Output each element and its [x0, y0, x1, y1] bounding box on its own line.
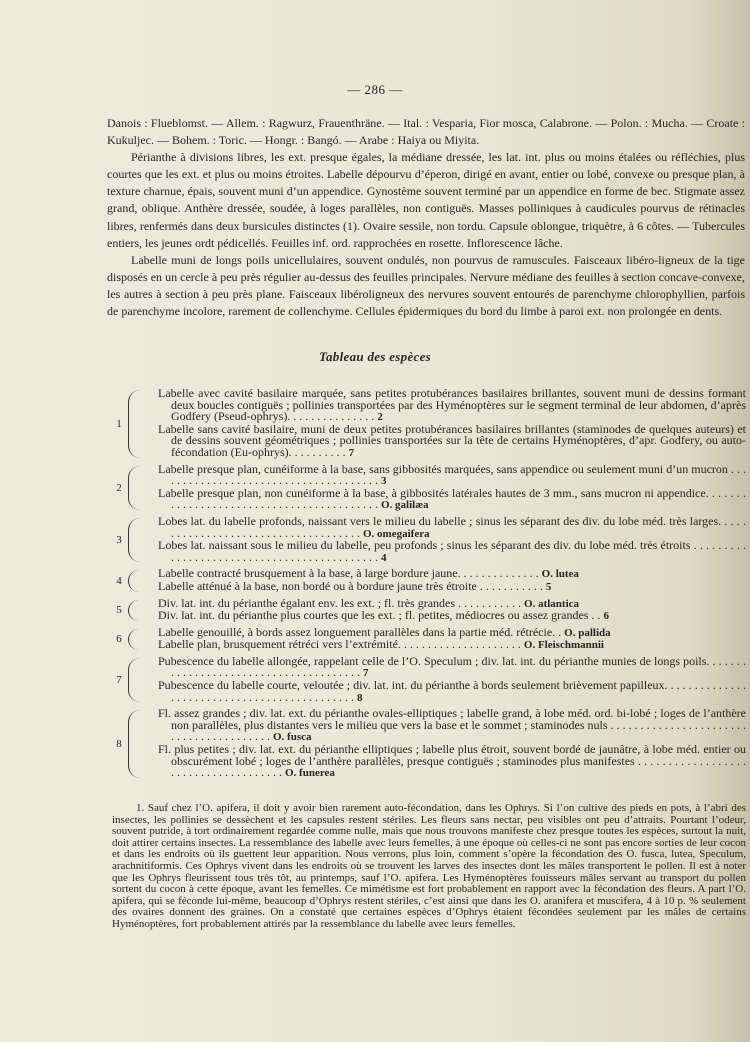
key-lead: [158, 421, 746, 460]
anatomy-paragraph: Labelle muni de longs poils unicellulaires, souvent ondulés, non pourvus de ramuscules. Faisceaux libéro-ligneux de la tige disposés en un cercle à peu près régulier au-dessus des feuilles principales. Nervure médiane des feuilles à section concave-convexe, les autres à section à peu près plane. Faisceaux libéroligneux des nervures souvent entourés de parenchyme chlorophyllien, parfois de parenchyme incolore, rarement de collenchyme. Cellules épidermiques du bord du limbe à paroi ext. non prolongée en dents.: [107, 252, 745, 319]
lead-text: Div. lat. int. du périanthe plus courtes que les ext. ; fl. petites, médiocres ou assez grandes . .: [158, 608, 604, 623]
key-lead: [158, 639, 746, 652]
couplet-number: 5: [116, 604, 122, 617]
lead-text: Fl. plus petites ; div. lat. ext. du périanthe elliptiques ; labelle plus étroit, souvent bordé de jaunâtre, à lobe méd. entier ou obscurément lobé ; loges de l’anthère parallèles, presque contiguës ; staminodes plus manifestes . . . . . . . . . . . . . . . . . . . . . . . . . . . . . . . . . . . . .: [158, 742, 746, 780]
lead-text: Fl. assez grandes ; div. lat. ext. du périanthe ovales-elliptiques ; labelle grand, à lobe méd. ord. bi-lobé ; loges de l’anthère non parallèles, plus distantes vers le milieu que vers la base et le sommet ; staminodes nuls . . . . . . . . . . . . . . . . . . . . . . . . . . . . . . . . . . . . . . . .: [158, 706, 746, 744]
key-lead: [158, 653, 746, 680]
lead-answer: 6: [603, 610, 609, 623]
key-lead: [158, 744, 746, 780]
key-lead: [158, 513, 746, 540]
lead-answer: O. galilæa: [381, 499, 429, 512]
key-couplet: [112, 388, 746, 460]
brace: [128, 518, 141, 562]
brace: [128, 658, 141, 702]
lead-text: Labelle sans cavité basilaire, muni de deux petites protubérances basilaires brillantes (staminodes de quelques auteurs) et de dessins souvent géométriques ; pollinies transportées sur la tête de certains Hyménoptères, d’apr. Godfery, ou auto-fécondation (Eu-ophrys). . . . . . . . . .: [158, 421, 746, 459]
key-couplet: [112, 624, 746, 652]
morphology-paragraph: Périanthe à divisions libres, les ext. presque égales, la médiane dressée, les lat. int. plus ou moins étalées ou réfléchies, plus courtes que les ext. et plus ou moins étroites. Labelle dépourvu d’éperon, dirigé en avant, entier ou lobé, convexe ou presque plan, à texture charnue, épais, souvent muni d’un appendice. Gynostème souvent terminé par un appendice en forme de bec. Stigmate assez grand, oblique. Anthère dressée, soudée, à loges parallèles, non contiguës. Masses polliniques à caudicules pourvus de rétinacles libres, renfermés dans deux bursicules distinctes (1). Ovaire sessile, non tordu. Capsule oblongue, triquètre, à 6 côtes. — Tubercules entiers, les jeunes ordt pédicellés. Feuilles inf. ord. rapprochées en rosette. Inflorescence lâche.: [107, 150, 745, 250]
lead-text: Labelle contracté brusquement à la base, à large bordure jaune. . . . . . . . . . . . . .: [158, 566, 542, 581]
lead-answer: O. Fleischmannii: [523, 639, 604, 652]
couplet-number: 6: [116, 633, 122, 646]
key-lead: [158, 540, 746, 564]
brace: [128, 600, 141, 621]
lead-answer: 3: [381, 475, 387, 488]
key-couplet: [112, 595, 746, 623]
brace: [128, 710, 141, 778]
key-couplet: [112, 653, 746, 704]
key-lead: [158, 610, 746, 623]
key-couplet: [112, 708, 746, 780]
key-couplet: [112, 568, 746, 593]
lead-answer: O. funerea: [285, 767, 335, 780]
key-lead: [158, 485, 746, 512]
lead-text: Labelle avec cavité basilaire marquée, sans petites protubérances basilaires brillantes, souvent muni de dessins formant deux boucles contiguës ; pollinies transportées par des Hyménoptères sur le segment terminal de leur abdomen, d’après Godfery (Pseud-ophrys). . . . . . . . . . . . . . .: [158, 386, 746, 424]
genus-description: [107, 115, 745, 320]
couplet-number: 7: [116, 674, 122, 687]
lead-answer: 2: [377, 411, 383, 424]
brace: [128, 570, 141, 591]
lead-text: Labelle presque plan, cunéiforme à la base, sans gibbosités marquées, sans appendice ou seulement muni d’un mucron . . . . . . . . . . . . . . . . . . . . . . . . . . . . . . . . . . . . . .: [158, 461, 746, 488]
key-lead: [158, 578, 746, 594]
couplet-number: 2: [116, 481, 122, 494]
lead-answer: 7: [348, 446, 355, 459]
lead-answer: O. fusca: [273, 731, 312, 744]
key-title: Tableau des espèces: [318, 349, 432, 364]
lead-answer: 8: [357, 691, 363, 704]
couplet-number: 3: [116, 534, 122, 547]
key-couplet: [112, 513, 746, 564]
key-lead: [158, 680, 746, 704]
brace: [128, 390, 141, 458]
lead-answer: O. omegaifera: [363, 527, 430, 540]
lead-text: Lobes lat. naissant sous le milieu du labelle, peu profonds ; sinus les séparant des div. du lobe méd. très étroits . . . . . . . . . . . . . . . . . . . . . . . . . . . . . . . . . . . . . . . . . . . .: [158, 538, 746, 564]
key-lead: [158, 388, 746, 424]
key-couplet: [112, 461, 746, 512]
lead-answer: 7: [363, 667, 369, 680]
vernacular-names: Danois : Flueblomst. — Allem. : Ragwurz, Frauenthräne. — Ital. : Vesparia, Fior mosca, Calabrone. — Polon. : Mucha. — Croate : Kukuljec. — Bohem. : Toric. — Hongr. : Bangó. — Arabe : Haiya ou Miyita.: [107, 116, 745, 148]
footnote-text: 1. Sauf chez l’O. apifera, il doit y avoir bien rarement auto-fécondation, dans les Ophrys. Si l’on cultive des pieds en pots, à l’abri des insectes, les pollinies se dessèchent et les capsules restent stériles. Les fleurs sans nectar, peu visibles ont peu d’attraits. Pourtant l’odeur, souvent putride, à tort ordinairement regardée comme nulle, mais que nous trouvons manifeste chez presque toutes les espèces, surtout la nuit, doit attirer certains insectes. La ressemblance des labelle avec leurs femelles, à une époque où celles-ci ne sont pas encore sorties de leur cocon et dans les endroits où ils guettent leur apparition. Nous verrons, plus loin, comment s’opère la fécondation des O. fusca, lutea, Speculum, arachnitiformis. Ces Ophrys vivent dans les endroits où se trouvent les larves des insectes dont les mâles transportent le pollen. Il est à noter que les Ophrys fleurissent tous très tôt, au printemps, sauf l’O. apifera. Les Hyménoptères fouisseurs mâles servant au transport du pollen sortent du cocon à cette époque, avant les femelles. Ce mimétisme est fort probablement en rapport avec la fécondation des fleurs. A part l’O. apifera, qui se féconde lui-même, beaucoup d’Ophrys restent stériles, c’est ainsi que dans les O. aranifera et muscifera, 4 à 10 p. % seulement des ovaires donnent des graines. On a constaté que certaines espèces d’Ophrys étaient fécondées seulement par les mâles de certains Hyménoptères, fort probablement attirés par la ressemblance du labelle avec leurs femelles.: [112, 802, 746, 930]
lead-text: Labelle atténué à la base, non bordé ou à bordure jaune très étroite . . . . . . . . . . .: [158, 578, 546, 593]
lead-text: Labelle genouillé, à bords assez longuement parallèles dans la partie méd. rétrécie. .: [158, 624, 565, 639]
lead-text: Pubescence du labelle allongée, rappelant celle de l’O. Speculum ; div. lat. int. du périanthe munies de longs poils. . . . . . . . . . . . . . . . . . . . . . . . . . . . . . . . . . . . . . .: [158, 653, 746, 680]
lead-answer: 4: [381, 551, 387, 564]
lead-answer: O. lutea: [541, 568, 579, 581]
lead-answer: O. atlantica: [524, 597, 580, 610]
brace: [128, 629, 141, 650]
key-lead: [158, 708, 746, 744]
lead-text: Lobes lat. du labelle profonds, naissant vers le milieu du labelle ; sinus les séparant des div. du lobe méd. très larges. . . . . . . . . . . . . . . . . . . . . . . . . . . . . . . . . . . . .: [158, 513, 746, 540]
footnote: [112, 803, 746, 931]
couplet-number: 4: [116, 574, 122, 587]
lead-text: Pubescence du labelle courte, veloutée ; div. lat. int. du périanthe à bords seulement brièvement papilleux. . . . . . . . . . . . . . . . . . . . . . . . . . . . . . . . . . . . . . . . . . . . .: [158, 678, 746, 704]
key-lead: [158, 461, 746, 488]
lead-text: Labelle presque plan, non cunéiforme à la base, à gibbosités latérales hautes de 3 mm., sans mucron ni appendice. . . . . . . . . . . . . . . . . . . . . . . . . . . . . . . . . . . . . . . . . .: [158, 485, 746, 512]
lead-text: Labelle plan, brusquement rétréci vers l’extrémité. . . . . . . . . . . . . . . . . . . . .: [158, 637, 524, 652]
page-number: — 286 —: [347, 82, 403, 97]
brace: [128, 466, 141, 510]
couplet-number: 8: [116, 738, 122, 751]
lead-answer: 5: [545, 580, 552, 593]
lead-text: Div. lat. int. du périanthe égalant env. les ext. ; fl. très grandes . . . . . . . . . . .: [158, 595, 525, 610]
lead-answer: O. pallida: [564, 626, 611, 639]
couplet-number: 1: [116, 417, 122, 430]
species-key: [112, 388, 746, 784]
